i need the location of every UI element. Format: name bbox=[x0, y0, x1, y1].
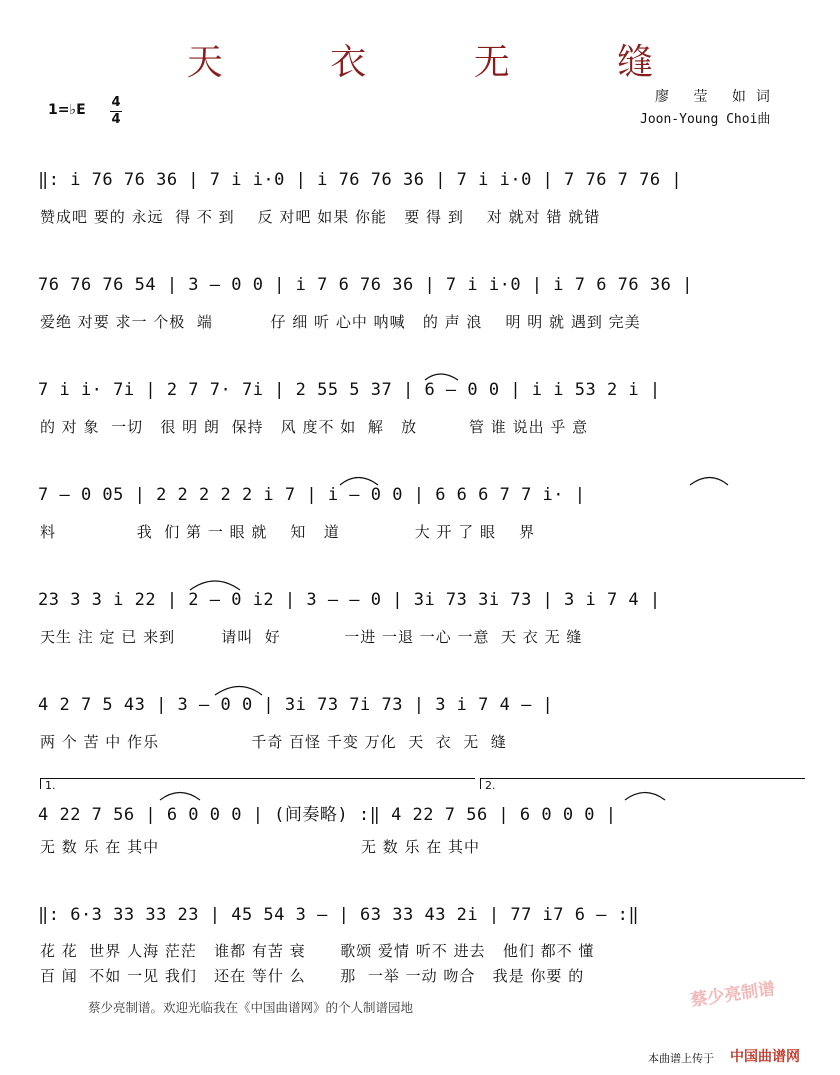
notes-row-7: 4 22 7 56 | 6 0 0 0 | (间奏略) :‖ 4 22 7 56 | 6 0 0 0 | bbox=[38, 805, 617, 825]
site-logo: 中国曲谱网 bbox=[730, 1049, 800, 1065]
slur bbox=[340, 478, 378, 486]
slur bbox=[190, 581, 240, 590]
notes-row-2: 76 76 76 54 | 3 — 0 0 | i 7 6 76 36 | 7 i i·0 | i 7 6 76 36 | bbox=[38, 275, 693, 295]
key-signature: 1=♭E bbox=[48, 102, 86, 118]
lyrics-row-8b: 百 闻 不如 一见 我们 还在 等什 么 那 一举 一动 吻合 我是 你要 的 bbox=[40, 967, 585, 985]
notes-row-3: 7 i i· 7i | 2 7 7· 7i | 2 55 5 37 | 6 — 0 0 | i i 53 2 i | bbox=[38, 380, 661, 400]
time-signature bbox=[110, 96, 122, 127]
watermark-stamp: 蔡少亮制谱 bbox=[689, 979, 777, 1011]
notes-row-4: 7 — 0 05 | 2 2 2 2 2 i 7 | i — 0 0 | 6 6 6 7 7 i· | bbox=[38, 485, 586, 505]
volta-1: 1. bbox=[40, 778, 475, 789]
lyrics-row-1: 赞成吧 要的 永远 得 不 到 反 对吧 如果 你能 要 得 到 对 就对 错 就错 bbox=[40, 208, 601, 226]
lyrics-row-5: 天生 注 定 已 来到 请叫 好 一进 一退 一心 一意 天 衣 无 缝 bbox=[40, 628, 583, 646]
slur bbox=[215, 687, 262, 696]
lyrics-row-6: 两 个 苦 中 作乐 千奇 百怪 千变 万化 天 衣 无 缝 bbox=[40, 733, 507, 751]
notes-row-6: 4 2 7 5 43 | 3 — 0 0 | 3i 73 7i 73 | 3 i 7 4 — | bbox=[38, 695, 554, 715]
composer-credit: Joon-Young Choi曲 bbox=[640, 112, 771, 127]
lyrics-row-7: 无 数 乐 在 其中 无 数 乐 在 其中 bbox=[40, 838, 481, 856]
slur bbox=[625, 793, 665, 801]
score-title: 天 衣 无 缝 bbox=[186, 42, 702, 83]
notes-row-8: ‖: 6·3 33 33 23 | 45 54 3 — | 63 33 43 2i | 77 i7 6 — :‖ bbox=[38, 905, 640, 925]
notes-row-5: 23 3 3 i 22 | 2 — 0 i2 | 3 — — 0 | 3i 73 3i 73 | 3 i 7 4 | bbox=[38, 590, 661, 610]
meter-top: 4 bbox=[111, 95, 121, 110]
volta-2: 2. bbox=[480, 778, 805, 789]
lyrics-row-2: 爱绝 对要 求一 个极 端 仔 细 听 心中 呐喊 的 声 浪 明 明 就 遇到 完美 bbox=[40, 313, 641, 331]
footer-note: 蔡少亮制谱。欢迎光临我在《中国曲谱网》的个人制谱园地 bbox=[88, 1000, 414, 1015]
upload-text: 本曲谱上传于 bbox=[648, 1052, 714, 1065]
slur bbox=[160, 793, 200, 801]
lyrics-row-4: 料 我 们 第 一 眼 就 知 道 大 开 了 眼 界 bbox=[40, 523, 536, 541]
lyrics-row-8a: 花 花 世界 人海 茫茫 谁都 有苦 衰 歌颂 爱情 听不 进去 他们 都不 懂 bbox=[40, 942, 595, 960]
meter-bottom: 4 bbox=[111, 112, 121, 127]
lyricist-credit: 廖 莹 如词 bbox=[655, 89, 780, 105]
lyrics-row-3: 的 对 象 一切 很 明 朗 保持 风 度不 如 解 放 管 谁 说出 乎 意 bbox=[40, 418, 589, 436]
slur bbox=[690, 478, 728, 486]
notes-row-1: ‖: i 76 76 36 | 7 i i·0 | i 76 76 36 | 7 i i·0 | 7 76 7 76 | bbox=[38, 170, 683, 190]
